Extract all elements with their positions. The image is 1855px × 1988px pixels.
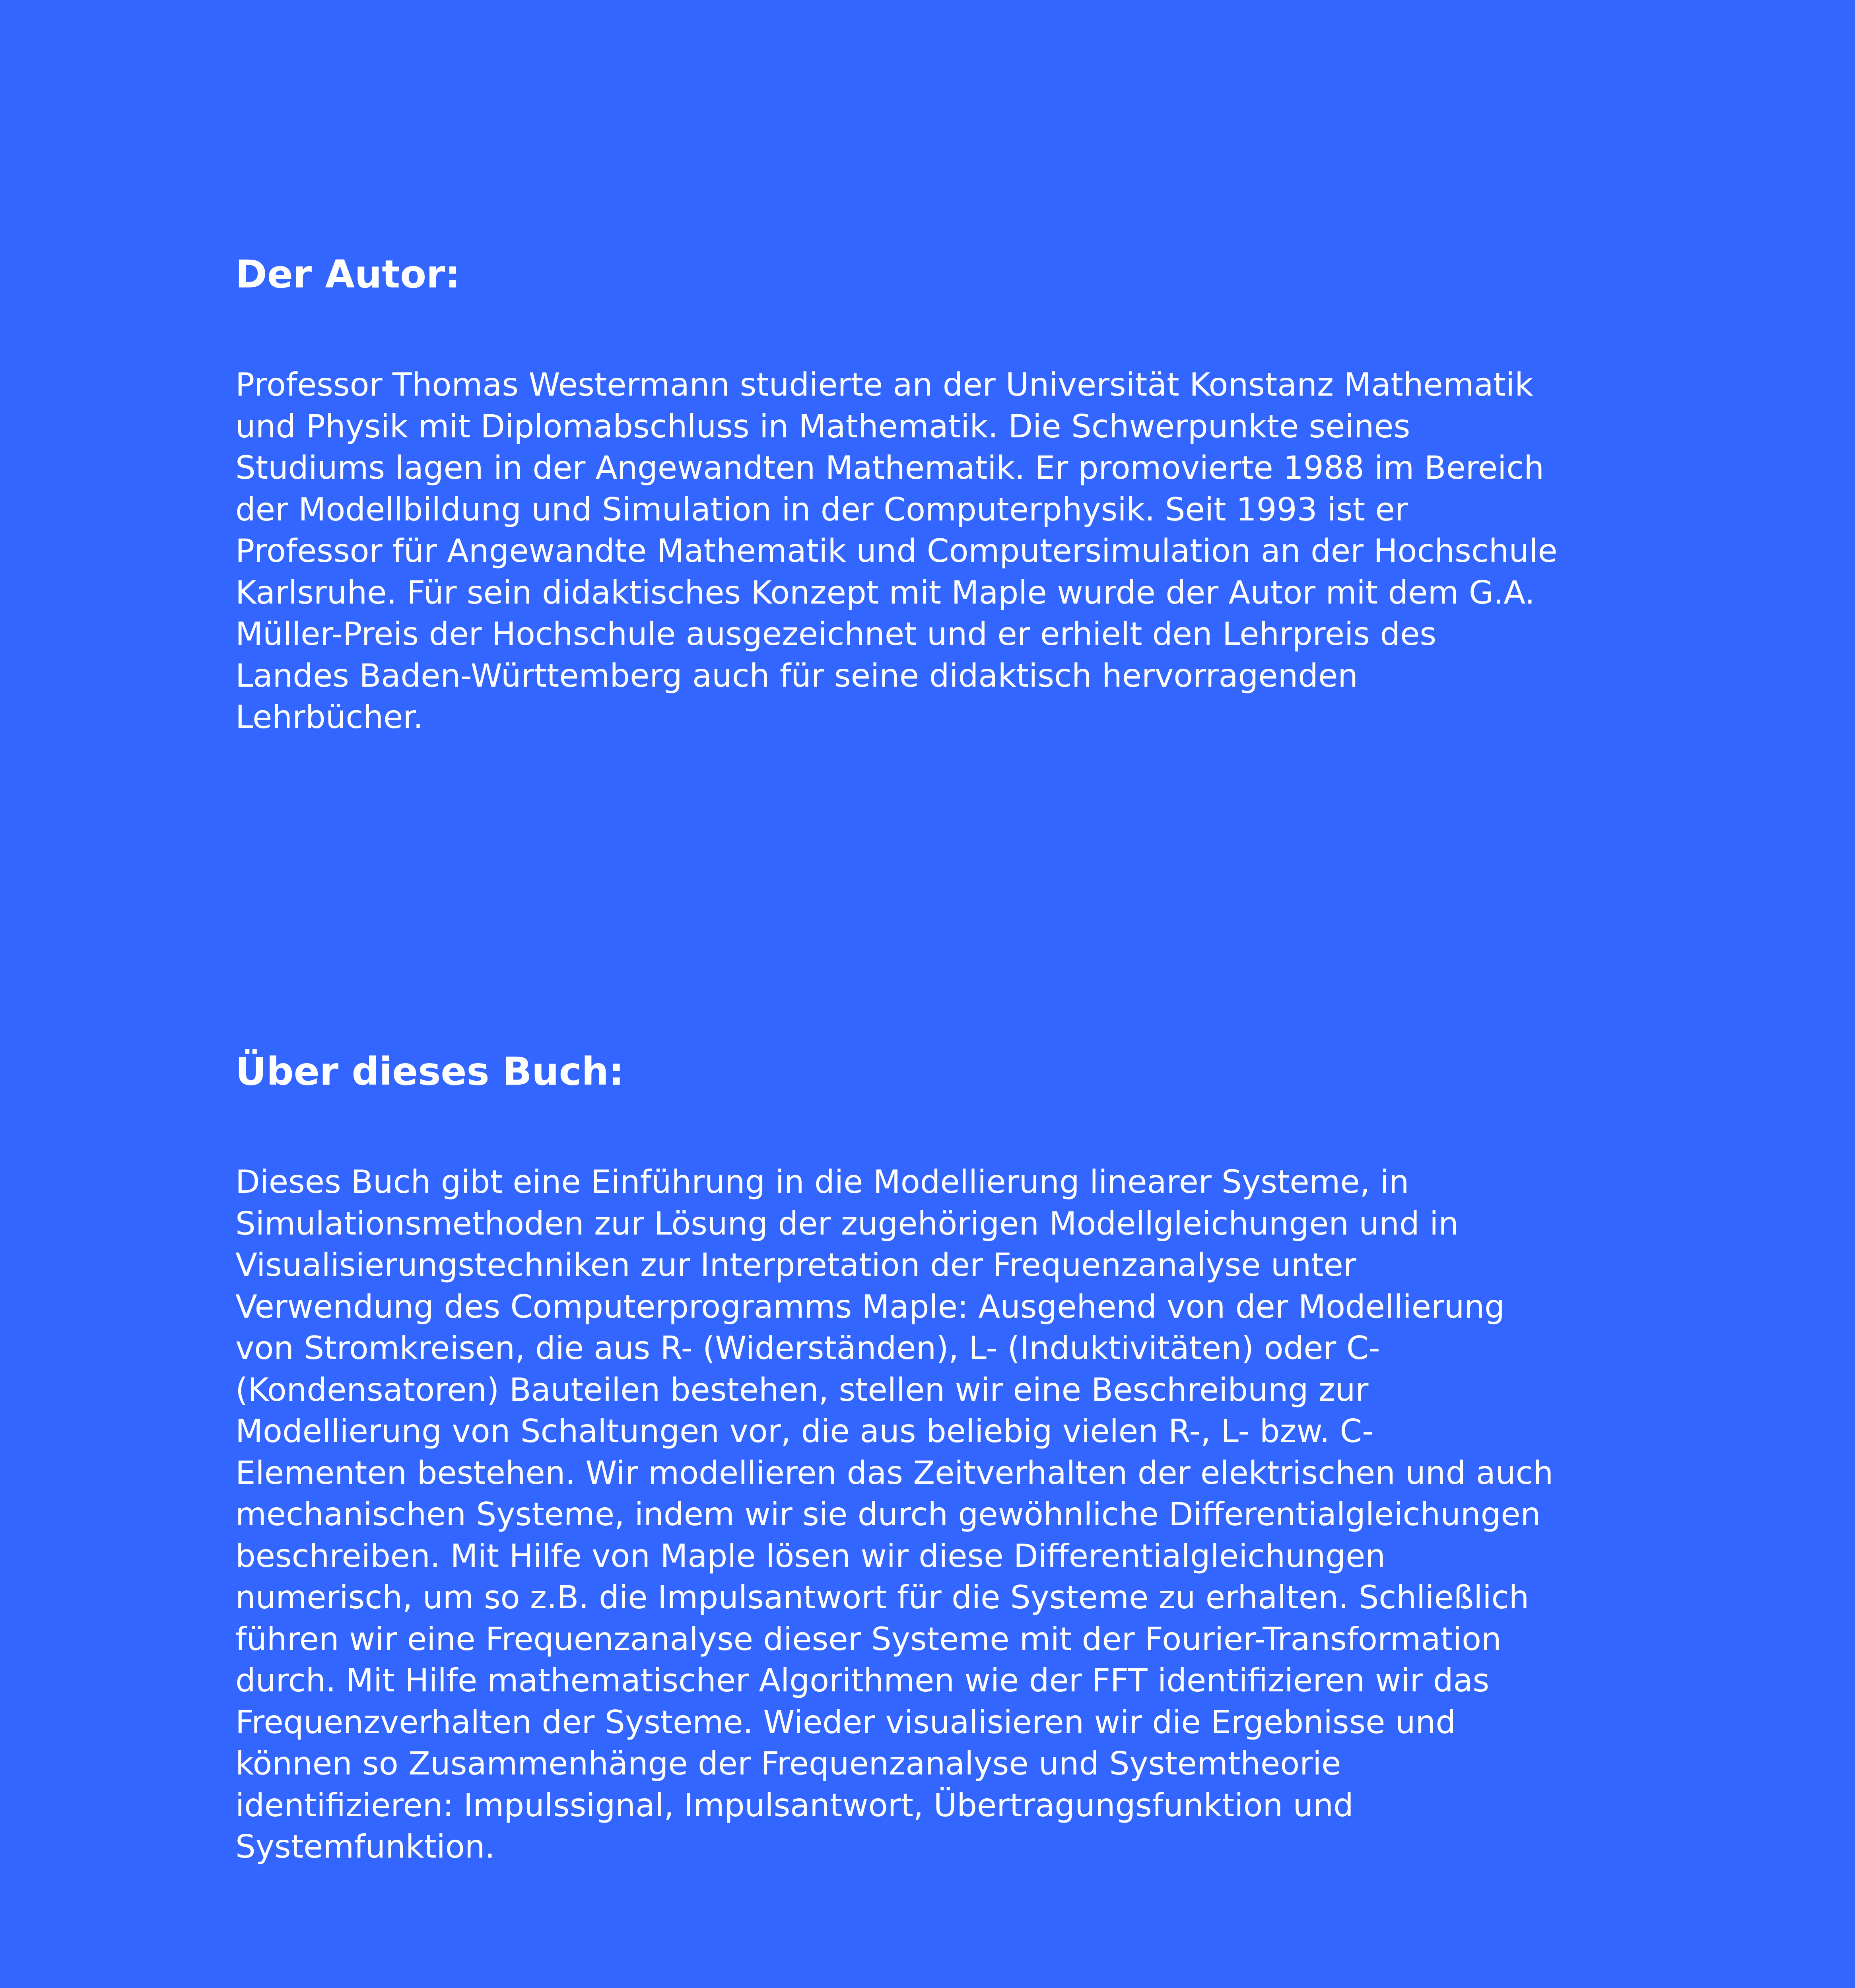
book-description-line: mechanischen Systeme, indem wir sie durch gewöhnliche Differentialgleichungen bbox=[235, 1496, 1541, 1533]
book-description-line: von Stromkreisen, die aus R- (Widerständen), L- (Induktivitäten) oder C- bbox=[235, 1330, 1380, 1367]
author-section bbox=[235, 250, 1683, 738]
book-description-line: Frequenzverhalten der Systeme. Wieder visualisieren wir die Ergebnisse und bbox=[235, 1703, 1456, 1741]
author-bio-line: Professor Thomas Westermann studierte an der Universität Konstanz Mathematik bbox=[235, 366, 1533, 403]
author-heading: Der Autor: bbox=[235, 252, 460, 297]
author-bio-line: der Modellbildung und Simulation in der Computerphysik. Seit 1993 ist er bbox=[235, 491, 1408, 528]
book-description-line: numerisch, um so z.B. die Impulsantwort für die Systeme zu erhalten. Schließlich bbox=[235, 1579, 1529, 1616]
book-description-line: Systemfunktion. bbox=[235, 1828, 495, 1865]
author-bio-line: Studiums lagen in der Angewandten Mathematik. Er promovierte 1988 im Bereich bbox=[235, 449, 1544, 486]
author-bio-line: Lehrbücher. bbox=[235, 699, 423, 736]
book-description-line: Visualisierungstechniken zur Interpretation der Frequenzanalyse unter bbox=[235, 1246, 1356, 1283]
book-description-line: (Kondensatoren) Bauteilen bestehen, stellen wir eine Beschreibung zur bbox=[235, 1371, 1369, 1408]
book-description-line: durch. Mit Hilfe mathematischer Algorithmen wie der FFT identifizieren wir das bbox=[235, 1662, 1490, 1699]
author-bio-line: Landes Baden-Württemberg auch für seine didaktisch hervorragenden bbox=[235, 657, 1358, 694]
book-description-line: beschreiben. Mit Hilfe von Maple lösen wir diese Differentialgleichungen bbox=[235, 1537, 1386, 1574]
author-bio bbox=[235, 364, 1683, 738]
book-description-line: Dieses Buch gibt eine Einführung in die Modellierung linearer Systeme, in bbox=[235, 1163, 1409, 1200]
book-heading: Über dieses Buch: bbox=[235, 1049, 624, 1094]
book-description-line: führen wir eine Frequenzanalyse dieser Systeme mit der Fourier-Transformation bbox=[235, 1620, 1501, 1658]
book-description-line: Modellierung von Schaltungen vor, die aus beliebig vielen R-, L- bzw. C- bbox=[235, 1413, 1374, 1450]
author-bio-line: Professor für Angewandte Mathematik und Computersimulation an der Hochschule bbox=[235, 532, 1558, 569]
book-description bbox=[235, 1161, 1683, 1868]
author-bio-line: und Physik mit Diplomabschluss in Mathematik. Die Schwerpunkte seines bbox=[235, 408, 1410, 445]
book-description-line: identifizieren: Impulssignal, Impulsantwort, Übertragungsfunktion und bbox=[235, 1786, 1354, 1824]
book-description-line: Verwendung des Computerprogramms Maple: Ausgehend von der Modellierung bbox=[235, 1288, 1505, 1325]
author-bio-line: Müller-Preis der Hochschule ausgezeichnet und er erhielt den Lehrpreis des bbox=[235, 615, 1437, 652]
book-section bbox=[235, 1048, 1683, 1868]
book-description-line: können so Zusammenhänge der Frequenzanalyse und Systemtheorie bbox=[235, 1745, 1341, 1782]
book-description-line: Elementen bestehen. Wir modellieren das Zeitverhalten der elektrischen und auch bbox=[235, 1454, 1554, 1491]
book-description-line: Simulationsmethoden zur Lösung der zugehörigen Modellgleichungen und in bbox=[235, 1205, 1459, 1242]
author-bio-line: Karlsruhe. Für sein didaktisches Konzept mit Maple wurde der Autor mit dem G.A. bbox=[235, 574, 1535, 611]
